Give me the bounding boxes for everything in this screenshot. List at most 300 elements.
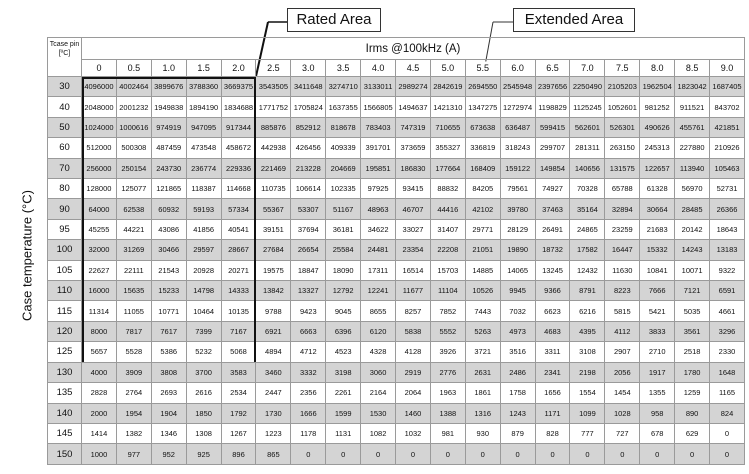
table-row (48, 179, 745, 199)
lifetime-cell: 2545948 (500, 77, 535, 97)
temperature-cell: 145 (48, 423, 82, 443)
table-row (48, 158, 745, 178)
corner-header (48, 38, 82, 77)
temperature-cell: 125 (48, 342, 82, 362)
lifetime-cell: 3788360 (186, 77, 221, 97)
lifetime-cell: 1316 (465, 403, 500, 423)
lifetime-cell: 2710 (640, 342, 675, 362)
lifetime-cell: 3332 (291, 362, 326, 382)
lifetime-cell: 74927 (535, 179, 570, 199)
lifetime-cell: 59193 (186, 199, 221, 219)
lifetime-cell: 6396 (326, 321, 361, 341)
lifetime-cell: 25584 (326, 240, 361, 260)
lifetime-cell: 15332 (640, 240, 675, 260)
lifetime-cell: 18643 (710, 219, 745, 239)
lifetime-cell: 473548 (186, 138, 221, 158)
temperature-cell: 105 (48, 260, 82, 280)
lifetime-cell: 512000 (82, 138, 117, 158)
lifetime-cell: 0 (361, 444, 396, 465)
lifetime-cell: 1834688 (221, 97, 256, 117)
lifetime-cell: 6591 (710, 281, 745, 301)
table-row (48, 423, 745, 443)
corner-line-2: [ºC] (58, 50, 71, 57)
lifetime-cell: 24865 (570, 219, 605, 239)
lifetime-cell: 30466 (151, 240, 186, 260)
lifetime-cell: 125077 (116, 179, 151, 199)
lifetime-cell: 3543505 (256, 77, 291, 97)
table-row (48, 240, 745, 260)
lifetime-cell: 20142 (675, 219, 710, 239)
lifetime-cell: 1347275 (465, 97, 500, 117)
lifetime-cell: 3561 (675, 321, 710, 341)
lifetime-cell: 409339 (326, 138, 361, 158)
lifetime-cell: 12432 (570, 260, 605, 280)
column-header: 7.0 (570, 60, 605, 77)
lifetime-cell: 4000 (82, 362, 117, 382)
lifetime-cell: 250154 (116, 158, 151, 178)
lifetime-cell: 2631 (465, 362, 500, 382)
lifetime-cell: 46707 (396, 199, 431, 219)
lifetime-cell: 236774 (186, 158, 221, 178)
lifetime-cell: 1414 (82, 423, 117, 443)
lifetime-cell: 562601 (570, 117, 605, 137)
lifetime-cell: 110735 (256, 179, 291, 199)
lifetime-cell: 4096000 (82, 77, 117, 97)
lifetime-cell: 1494637 (396, 97, 431, 117)
lifetime-cell: 1131 (326, 423, 361, 443)
lifetime-cell: 2828 (82, 383, 117, 403)
lifetime-cell: 1032 (396, 423, 431, 443)
lifetime-cell: 37463 (535, 199, 570, 219)
lifetime-cell: 1171 (535, 403, 570, 423)
lifetime-cell: 88832 (430, 179, 465, 199)
lifetime-cell: 1894190 (186, 97, 221, 117)
lifetime-cell: 2397656 (535, 77, 570, 97)
lifetime-cell: 747319 (396, 117, 431, 137)
lifetime-cell: 8223 (605, 281, 640, 301)
lifetime-cell: 4683 (535, 321, 570, 341)
lifetime-cell: 51167 (326, 199, 361, 219)
lifetime-cell: 2048000 (82, 97, 117, 117)
lifetime-cell: 1028 (605, 403, 640, 423)
lifetime-cell: 44416 (430, 199, 465, 219)
lifetime-cell: 118387 (186, 179, 221, 199)
lifetime-cell: 19890 (500, 240, 535, 260)
lifetime-cell: 1962504 (640, 77, 675, 97)
lifetime-cell: 52731 (710, 179, 745, 199)
lifetime-cell: 105463 (710, 158, 745, 178)
lifetime-cell: 2261 (326, 383, 361, 403)
lifetime-cell: 22111 (116, 260, 151, 280)
lifetime-cell: 40541 (221, 219, 256, 239)
lifetime-cell: 1599 (326, 403, 361, 423)
lifetime-cell: 3411648 (291, 77, 326, 97)
lifetime-cell: 13842 (256, 281, 291, 301)
lifetime-cell: 23354 (396, 240, 431, 260)
lifetime-cell: 977 (116, 444, 151, 465)
lifetime-cell: 930 (465, 423, 500, 443)
lifetime-cell: 3909 (116, 362, 151, 382)
lifetime-cell: 2907 (605, 342, 640, 362)
lifetime-cell: 421851 (710, 117, 745, 137)
lifetime-cell: 974919 (151, 117, 186, 137)
lifetime-cell: 53307 (291, 199, 326, 219)
lifetime-cell: 57334 (221, 199, 256, 219)
table-row (48, 117, 745, 137)
lifetime-cell: 9322 (710, 260, 745, 280)
lifetime-cell: 1125245 (570, 97, 605, 117)
lifetime-cell: 28485 (675, 199, 710, 219)
column-header: 3.0 (291, 60, 326, 77)
lifetime-cell: 14798 (186, 281, 221, 301)
lifetime-cell: 3669375 (221, 77, 256, 97)
lifetime-cell: 3060 (361, 362, 396, 382)
lifetime-cell: 65788 (605, 179, 640, 199)
lifetime-cell: 1566805 (361, 97, 396, 117)
lifetime-cell: 5838 (396, 321, 431, 341)
lifetime-cell: 21051 (465, 240, 500, 260)
lifetime-cell: 229336 (221, 158, 256, 178)
lifetime-cell: 1758 (500, 383, 535, 403)
table-row (48, 383, 745, 403)
lifetime-cell: 1082 (361, 423, 396, 443)
lifetime-cell: 818678 (326, 117, 361, 137)
lifetime-cell: 281311 (570, 138, 605, 158)
lifetime-cell: 140656 (570, 158, 605, 178)
lifetime-cell: 710655 (430, 117, 465, 137)
lifetime-cell: 3583 (221, 362, 256, 382)
lifetime-cell: 84205 (465, 179, 500, 199)
lifetime-cell: 1823042 (675, 77, 710, 97)
lifetime-cell: 186830 (396, 158, 431, 178)
lifetime-cell: 7852 (430, 301, 465, 321)
lifetime-cell: 4112 (605, 321, 640, 341)
lifetime-cell: 1099 (570, 403, 605, 423)
lifetime-cell: 245313 (640, 138, 675, 158)
lifetime-cell: 455761 (675, 117, 710, 137)
lifetime-cell: 1705824 (291, 97, 326, 117)
lifetime-cell: 3108 (570, 342, 605, 362)
lifetime-cell: 106614 (291, 179, 326, 199)
lifetime-cell: 2330 (710, 342, 745, 362)
lifetime-cell: 256000 (82, 158, 117, 178)
lifetime-cell: 1308 (186, 423, 221, 443)
lifetime-cell: 221469 (256, 158, 291, 178)
lifetime-cell: 19575 (256, 260, 291, 280)
table-row (48, 138, 745, 158)
lifetime-cell: 10841 (640, 260, 675, 280)
lifetime-cell: 64000 (82, 199, 117, 219)
lifetime-cell: 636487 (500, 117, 535, 137)
lifetime-cell: 10464 (186, 301, 221, 321)
lifetime-cell: 3133011 (361, 77, 396, 97)
lifetime-cell: 1554 (570, 383, 605, 403)
lifetime-cell: 9945 (500, 281, 535, 301)
lifetime-cell: 121865 (151, 179, 186, 199)
lifetime-cell: 1355 (640, 383, 675, 403)
lifetime-cell: 355327 (430, 138, 465, 158)
lifetime-cell: 2764 (116, 383, 151, 403)
column-header: 9.0 (710, 60, 745, 77)
lifetime-cell: 925 (186, 444, 221, 465)
extended-area-callout: Extended Area (513, 8, 635, 32)
lifetime-cell: 0 (396, 444, 431, 465)
lifetime-cell: 5035 (675, 301, 710, 321)
lifetime-cell: 4712 (291, 342, 326, 362)
lifetime-cell: 7399 (186, 321, 221, 341)
column-header: 4.5 (396, 60, 431, 77)
lifetime-cell: 6120 (361, 321, 396, 341)
lifetime-cell: 526301 (605, 117, 640, 137)
lifetime-cell: 15635 (116, 281, 151, 301)
lifetime-cell: 490626 (640, 117, 675, 137)
lifetime-cell: 4328 (361, 342, 396, 362)
lifetime-cell: 599415 (535, 117, 570, 137)
lifetime-cell: 7817 (116, 321, 151, 341)
lifetime-cell: 5815 (605, 301, 640, 321)
lifetime-cell: 2001232 (116, 97, 151, 117)
temperature-cell: 30 (48, 77, 82, 97)
column-header: 2.5 (256, 60, 291, 77)
lifetime-cell: 10135 (221, 301, 256, 321)
lifetime-cell: 2919 (396, 362, 431, 382)
lifetime-cell: 1454 (605, 383, 640, 403)
column-header: 5.0 (430, 60, 465, 77)
lifetime-cell: 0 (570, 444, 605, 465)
lifetime-cell: 1780 (675, 362, 710, 382)
lifetime-cell: 9423 (291, 301, 326, 321)
lifetime-cell: 10071 (675, 260, 710, 280)
column-header: 8.5 (675, 60, 710, 77)
lifetime-cell: 22627 (82, 260, 117, 280)
lifetime-cell: 3833 (640, 321, 675, 341)
lifetime-cell: 39780 (500, 199, 535, 219)
lifetime-cell: 1792 (221, 403, 256, 423)
column-header: 1.5 (186, 60, 221, 77)
lifetime-cell: 1223 (256, 423, 291, 443)
lifetime-cell: 2776 (430, 362, 465, 382)
lifetime-cell: 14333 (221, 281, 256, 301)
lifetime-cell: 61328 (640, 179, 675, 199)
rated-area-callout: Rated Area (287, 8, 381, 32)
lifetime-cell: 18732 (535, 240, 570, 260)
lifetime-cell: 3721 (465, 342, 500, 362)
case-temperature-axis-label: Case temperature (°C) (19, 190, 35, 321)
lifetime-cell: 16514 (396, 260, 431, 280)
lifetime-cell: 17311 (361, 260, 396, 280)
column-header: 5.5 (465, 60, 500, 77)
lifetime-cell: 2250490 (570, 77, 605, 97)
lifetime-cell: 426456 (291, 138, 326, 158)
lifetime-cell: 3296 (710, 321, 745, 341)
lifetime-cell: 0 (465, 444, 500, 465)
lifetime-cell: 10526 (465, 281, 500, 301)
lifetime-cell: 8791 (570, 281, 605, 301)
lifetime-cell: 373659 (396, 138, 431, 158)
temperature-cell: 110 (48, 281, 82, 301)
lifetime-cell: 629 (675, 423, 710, 443)
lifetime-cell: 981 (430, 423, 465, 443)
lifetime-cell: 336819 (465, 138, 500, 158)
table-row (48, 403, 745, 423)
lifetime-cell: 13245 (535, 260, 570, 280)
lifetime-cell: 263150 (605, 138, 640, 158)
lifetime-cell: 26366 (710, 199, 745, 219)
lifetime-cell: 55367 (256, 199, 291, 219)
lifetime-cell: 1861 (465, 383, 500, 403)
lifetime-cell: 33027 (396, 219, 431, 239)
lifetime-cell: 35164 (570, 199, 605, 219)
table-body (48, 77, 745, 465)
lifetime-cell: 981252 (640, 97, 675, 117)
lifetime-cell: 500308 (116, 138, 151, 158)
lifetime-cell: 1272974 (500, 97, 535, 117)
lifetime-cell: 318243 (500, 138, 535, 158)
lifetime-cell: 1771752 (256, 97, 291, 117)
temperature-cell: 95 (48, 219, 82, 239)
lifetime-cell: 12792 (326, 281, 361, 301)
table-row (48, 444, 745, 465)
lifetime-cell: 7443 (465, 301, 500, 321)
lifetime-cell: 97925 (361, 179, 396, 199)
lifetime-cell: 8655 (361, 301, 396, 321)
lifetime-cell: 1850 (186, 403, 221, 423)
lifetime-cell: 60932 (151, 199, 186, 219)
temperature-cell: 135 (48, 383, 82, 403)
lifetime-cell: 2447 (256, 383, 291, 403)
table-row (48, 321, 745, 341)
lifetime-cell: 2518 (675, 342, 710, 362)
table-row (48, 97, 745, 117)
column-header: 3.5 (326, 60, 361, 77)
lifetime-cell: 1259 (675, 383, 710, 403)
lifetime-cell: 36181 (326, 219, 361, 239)
column-header: 6.0 (500, 60, 535, 77)
lifetime-cell: 45255 (82, 219, 117, 239)
temperature-cell: 130 (48, 362, 82, 382)
lifetime-cell: 458672 (221, 138, 256, 158)
temperature-cell: 50 (48, 117, 82, 137)
lifetime-cell: 3198 (326, 362, 361, 382)
lifetime-cell: 8000 (82, 321, 117, 341)
lifetime-cell: 1656 (535, 383, 570, 403)
lifetime-cell: 32894 (605, 199, 640, 219)
lifetime-cell: 5232 (186, 342, 221, 362)
lifetime-cell: 958 (640, 403, 675, 423)
lifetime-cell: 1165 (710, 383, 745, 403)
lifetime-cell: 1730 (256, 403, 291, 423)
lifetime-cell: 62538 (116, 199, 151, 219)
lifetime-cell: 31269 (116, 240, 151, 260)
lifetime-cell: 44221 (116, 219, 151, 239)
lifetime-cell: 56970 (675, 179, 710, 199)
lifetime-cell: 1198829 (535, 97, 570, 117)
lifetime-cell: 20271 (221, 260, 256, 280)
lifetime-cell: 22208 (430, 240, 465, 260)
lifetime-cell: 0 (640, 444, 675, 465)
lifetime-cell: 1904 (151, 403, 186, 423)
lifetime-cell: 3516 (500, 342, 535, 362)
lifetime-cell: 1949838 (151, 97, 186, 117)
lifetime-cell: 2616 (186, 383, 221, 403)
lifetime-cell: 0 (710, 444, 745, 465)
lifetime-cell: 0 (675, 444, 710, 465)
column-header: 7.5 (605, 60, 640, 77)
temperature-cell: 100 (48, 240, 82, 260)
lifetime-cell: 16000 (82, 281, 117, 301)
lifetime-cell: 1963 (430, 383, 465, 403)
lifetime-cell: 7032 (500, 301, 535, 321)
lifetime-cell: 9366 (535, 281, 570, 301)
table-row (48, 301, 745, 321)
lifetime-cell: 1530 (361, 403, 396, 423)
lifetime-cell: 1954 (116, 403, 151, 423)
lifetime-cell: 27684 (256, 240, 291, 260)
lifetime-cell: 2164 (361, 383, 396, 403)
lifetime-cell: 131575 (605, 158, 640, 178)
lifetime-cell: 2056 (605, 362, 640, 382)
lifetime-cell: 10771 (151, 301, 186, 321)
lifetime-cell: 3274710 (326, 77, 361, 97)
lifetime-cell: 7666 (640, 281, 675, 301)
column-header: 2.0 (221, 60, 256, 77)
lifetime-cell: 2356 (291, 383, 326, 403)
lifetime-cell: 2989274 (396, 77, 431, 97)
lifetime-cell: 243730 (151, 158, 186, 178)
lifetime-cell: 5421 (640, 301, 675, 321)
lifetime-cell: 0 (605, 444, 640, 465)
lifetime-cell: 4894 (256, 342, 291, 362)
table-row (48, 199, 745, 219)
lifetime-cell: 43086 (151, 219, 186, 239)
lifetime-cell: 852912 (291, 117, 326, 137)
lifetime-cell: 673638 (465, 117, 500, 137)
lifetime-cell: 195851 (361, 158, 396, 178)
lifetime-cell: 122657 (640, 158, 675, 178)
lifetime-cell: 0 (710, 423, 745, 443)
lifetime-cell: 2105203 (605, 77, 640, 97)
lifetime-cell: 1917 (640, 362, 675, 382)
temperature-cell: 140 (48, 403, 82, 423)
lifetime-cell: 15233 (151, 281, 186, 301)
lifetime-cell: 15703 (430, 260, 465, 280)
lifetime-cell: 6623 (535, 301, 570, 321)
lifetime-cell: 11677 (396, 281, 431, 301)
lifetime-cell: 34622 (361, 219, 396, 239)
lifetime-cell: 1687405 (710, 77, 745, 97)
lifetime-cell: 0 (430, 444, 465, 465)
lifetime-cell: 21543 (151, 260, 186, 280)
lifetime-cell: 947095 (186, 117, 221, 137)
lifetime-cell: 204669 (326, 158, 361, 178)
lifetime-cell: 39151 (256, 219, 291, 239)
column-header: 4.0 (361, 60, 396, 77)
lifetime-cell: 18090 (326, 260, 361, 280)
lifetime-cell: 828 (535, 423, 570, 443)
lifetime-cell: 2842619 (430, 77, 465, 97)
table-row (48, 342, 745, 362)
lifetime-cell: 2534 (221, 383, 256, 403)
column-header: 0 (82, 60, 117, 77)
table-row (48, 260, 745, 280)
lifetime-cell: 727 (605, 423, 640, 443)
lifetime-cell: 2341 (535, 362, 570, 382)
lifetime-cell: 783403 (361, 117, 396, 137)
lifetime-cell: 26654 (291, 240, 326, 260)
lifetime-cell: 2000 (82, 403, 117, 423)
lifetime-cell: 18847 (291, 260, 326, 280)
temperature-cell: 150 (48, 444, 82, 465)
